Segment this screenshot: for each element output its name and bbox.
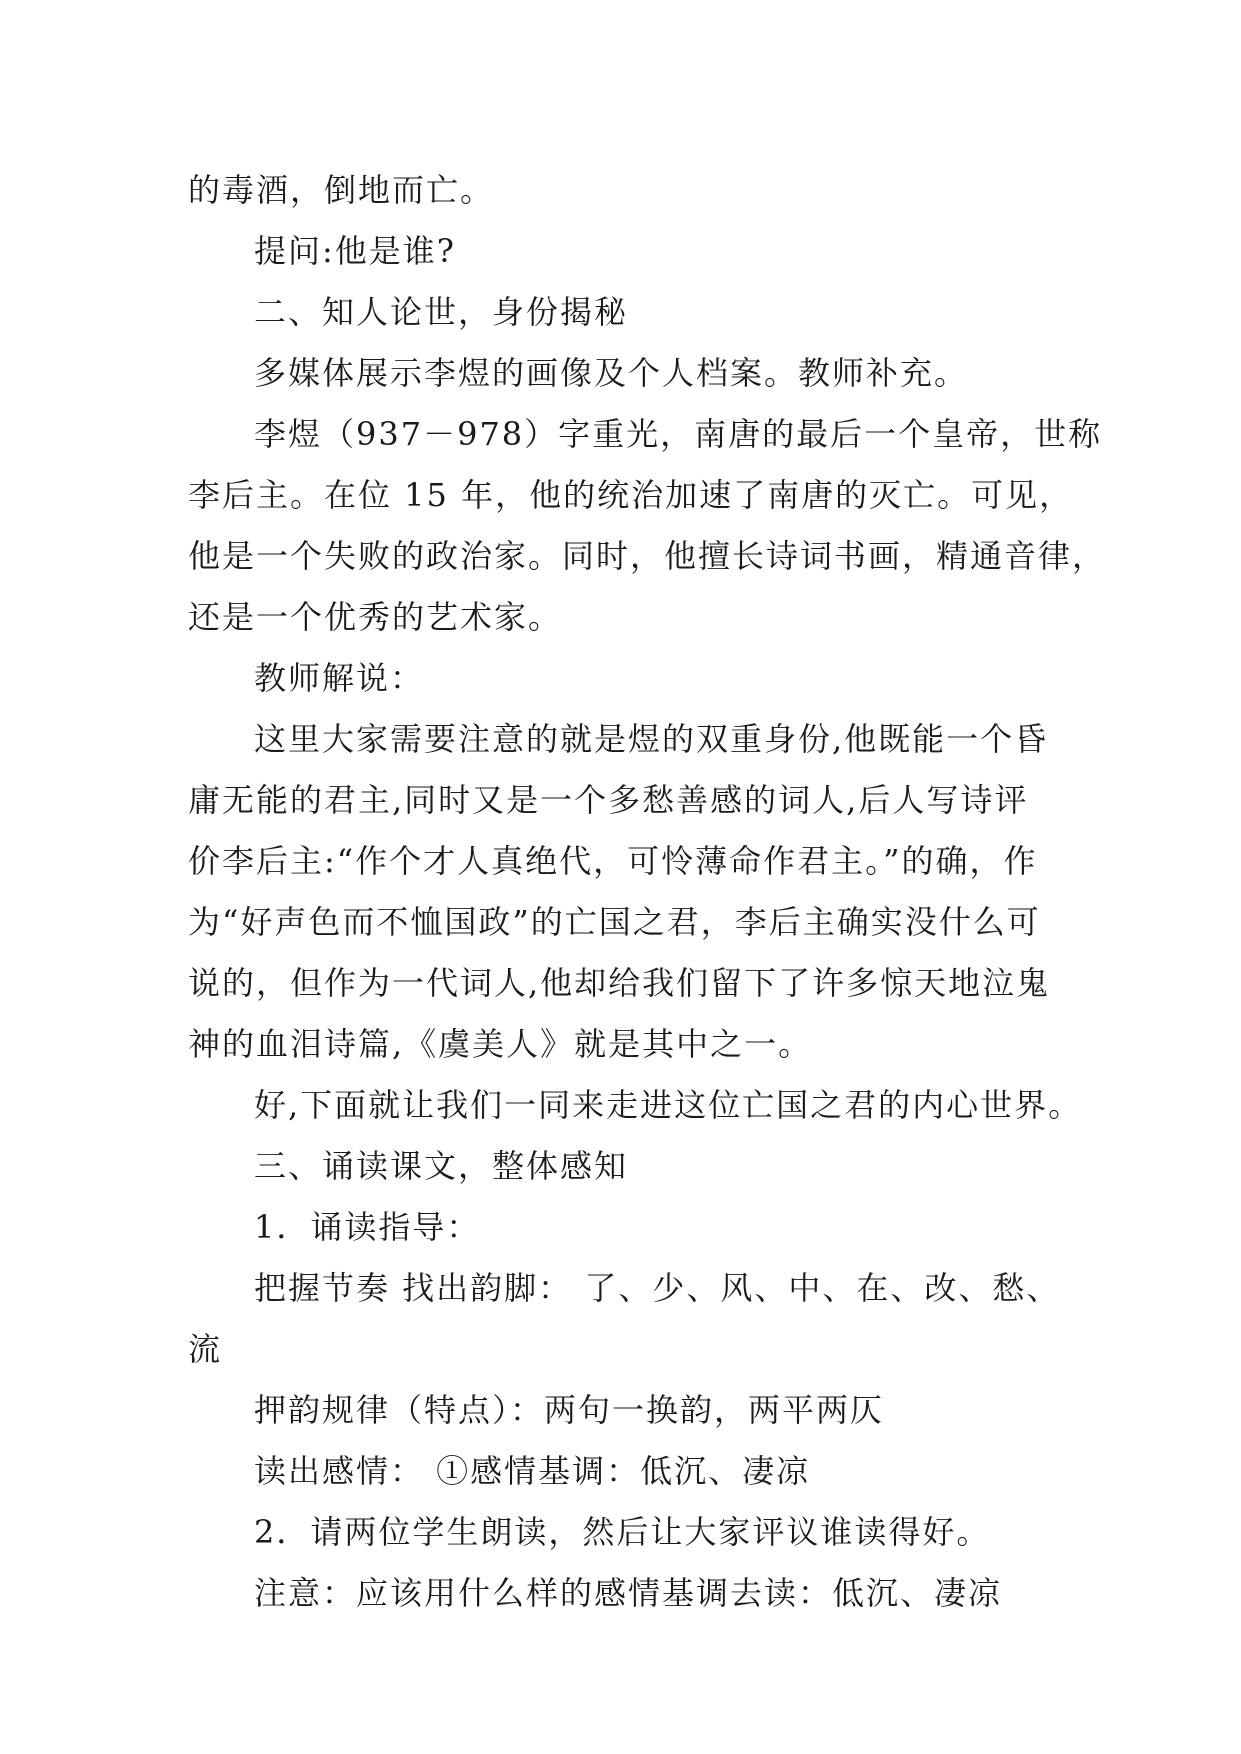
paragraph-line: 2．请两位学生朗读，然后让大家评议谁读得好。 — [254, 1513, 991, 1551]
paragraph-line: 神的血泪诗篇,《虞美人》就是其中之一。 — [188, 1025, 813, 1063]
document-body — [188, 160, 1107, 1624]
paragraph-line: 李后主。在位 15 年，他的统治加速了南唐的灭亡。可见， — [188, 476, 1074, 514]
paragraph-line: 流 — [188, 1330, 223, 1368]
section-heading: 二、知人论世，身份揭秘 — [254, 293, 629, 331]
paragraph-line: 好,下面就让我们一同来走进这位亡国之君的内心世界。 — [254, 1086, 1083, 1124]
paragraph-line: 为“好声色而不恤国政”的亡国之君，李后主确实没什么可 — [188, 903, 1041, 941]
paragraph-line: 这里大家需要注意的就是煜的双重身份,他既能一个昏 — [254, 720, 1049, 758]
paragraph-line: 价李后主:“作个才人真绝代，可怜薄命作君主。”的确，作 — [188, 842, 1038, 880]
paragraph-line: 说的，但作为一代词人,他却给我们留下了许多惊天地泣鬼 — [188, 964, 1051, 1002]
paragraph-line: 的毒酒，倒地而亡。 — [188, 171, 495, 209]
paragraph-line: 他是一个失败的政治家。同时，他擅长诗词书画，精通音律， — [188, 537, 1107, 575]
section-heading: 三、诵读课文，整体感知 — [254, 1147, 629, 1185]
paragraph-line: 还是一个优秀的艺术家。 — [188, 598, 563, 636]
paragraph-line: 李煜（937－978）字重光，南唐的最后一个皇帝，世称 — [254, 415, 1103, 453]
paragraph-line: 多媒体展示李煜的画像及个人档案。教师补充。 — [254, 354, 969, 392]
paragraph-line: 庸无能的君主,同时又是一个多愁善感的词人,后人写诗评 — [188, 781, 1029, 819]
paragraph-line: 提问:他是谁? — [254, 232, 456, 270]
paragraph-line: 读出感情： ①感情基调：低沉、凄凉 — [254, 1452, 811, 1490]
paragraph-line: 教师解说： — [254, 659, 425, 697]
paragraph-line: 注意：应该用什么样的感情基调去读：低沉、凄凉 — [254, 1574, 1003, 1612]
paragraph-line: 把握节奏 找出韵脚： 了、少、风、中、在、改、愁、 — [254, 1269, 1061, 1307]
paragraph-line: 押韵规律（特点）：两句一换韵，两平两仄 — [254, 1391, 885, 1429]
paragraph-line: 1．诵读指导： — [254, 1208, 481, 1246]
